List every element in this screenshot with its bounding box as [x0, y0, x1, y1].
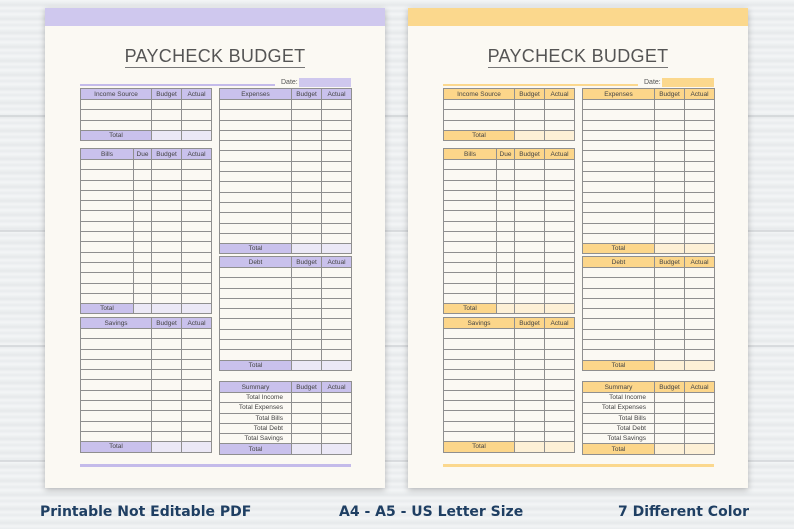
- budget-header: Budget: [292, 382, 322, 393]
- summary-table: [582, 381, 715, 455]
- actual-header: Actual: [685, 257, 715, 268]
- footer-bar: [80, 464, 351, 467]
- summary-total-label: Total: [583, 444, 655, 454]
- budget-sheet-orange: [408, 8, 748, 488]
- income-table: [443, 88, 575, 141]
- date-field: [299, 78, 351, 87]
- debt-total-label: Total: [220, 360, 292, 370]
- summary-row-label: Total Debt: [220, 423, 292, 433]
- income-header: Income Source: [444, 89, 515, 100]
- summary-row-label: Total Debt: [583, 423, 655, 433]
- budget-header: Budget: [655, 382, 685, 393]
- savings-table: [80, 317, 212, 453]
- budget-header: Budget: [292, 89, 322, 100]
- income-total-label: Total: [444, 130, 515, 140]
- savings-total-label: Total: [444, 442, 515, 452]
- actual-header: Actual: [322, 257, 352, 268]
- page-title: PAYCHECK BUDGET: [487, 46, 669, 66]
- budget-header: Budget: [152, 149, 182, 160]
- page-title: PAYCHECK BUDGET: [124, 46, 306, 66]
- date-label: Date:: [281, 79, 298, 86]
- actual-header: Actual: [545, 149, 575, 160]
- summary-row-label: Total Expenses: [220, 403, 292, 413]
- summary-row-label: Total Income: [583, 393, 655, 403]
- summary-total-label: Total: [220, 444, 292, 454]
- actual-header: Actual: [182, 149, 212, 160]
- date-field: [662, 78, 714, 87]
- actual-header: Actual: [685, 89, 715, 100]
- due-header: Due: [497, 149, 515, 160]
- debt-header: Debt: [220, 257, 292, 268]
- bills-header: Bills: [444, 149, 497, 160]
- budget-header: Budget: [515, 149, 545, 160]
- savings-header: Savings: [444, 318, 515, 329]
- summary-header: Summary: [220, 382, 292, 393]
- savings-header: Savings: [81, 318, 152, 329]
- bills-header: Bills: [81, 149, 134, 160]
- date-label: Date:: [644, 79, 661, 86]
- budget-header: Budget: [515, 318, 545, 329]
- summary-row-label: Total Bills: [583, 413, 655, 423]
- savings-total-label: Total: [81, 442, 152, 452]
- budget-sheet-purple: [45, 8, 385, 488]
- actual-header: Actual: [545, 318, 575, 329]
- savings-table: [443, 317, 575, 453]
- income-header: Income Source: [81, 89, 152, 100]
- date-rule: [443, 84, 638, 86]
- actual-header: Actual: [182, 318, 212, 329]
- summary-row-label: Total Savings: [583, 434, 655, 444]
- expenses-header: Expenses: [583, 89, 655, 100]
- debt-header: Debt: [583, 257, 655, 268]
- expenses-header: Expenses: [220, 89, 292, 100]
- caption-format: Printable Not Editable PDF: [40, 504, 252, 520]
- summary-row-label: Total Income: [220, 393, 292, 403]
- actual-header: Actual: [182, 89, 212, 100]
- debt-table: [219, 256, 352, 371]
- footer-bar: [443, 464, 714, 467]
- actual-header: Actual: [685, 382, 715, 393]
- expenses-table: [582, 88, 715, 254]
- caption-sizes: A4 - A5 - US Letter Size: [339, 504, 524, 520]
- header-bar: [408, 8, 748, 26]
- debt-table: [582, 256, 715, 371]
- bills-total-label: Total: [81, 304, 134, 314]
- debt-total-label: Total: [583, 360, 655, 370]
- caption-colors: 7 Different Color: [618, 504, 750, 520]
- summary-row-label: Total Savings: [220, 434, 292, 444]
- summary-header: Summary: [583, 382, 655, 393]
- actual-header: Actual: [322, 89, 352, 100]
- budget-header: Budget: [655, 89, 685, 100]
- budget-header: Budget: [152, 318, 182, 329]
- header-bar: [45, 8, 385, 26]
- expenses-total-label: Total: [220, 244, 292, 254]
- bills-total-label: Total: [444, 304, 497, 314]
- budget-header: Budget: [515, 89, 545, 100]
- summary-row-label: Total Bills: [220, 413, 292, 423]
- budget-header: Budget: [655, 257, 685, 268]
- date-rule: [80, 84, 275, 86]
- due-header: Due: [134, 149, 152, 160]
- income-table: [80, 88, 212, 141]
- summary-row-label: Total Expenses: [583, 403, 655, 413]
- budget-header: Budget: [292, 257, 322, 268]
- expenses-total-label: Total: [583, 244, 655, 254]
- actual-header: Actual: [322, 382, 352, 393]
- income-total-label: Total: [81, 130, 152, 140]
- expenses-table: [219, 88, 352, 254]
- budget-header: Budget: [152, 89, 182, 100]
- bills-table: [443, 148, 575, 314]
- bills-table: [80, 148, 212, 314]
- summary-table: [219, 381, 352, 455]
- actual-header: Actual: [545, 89, 575, 100]
